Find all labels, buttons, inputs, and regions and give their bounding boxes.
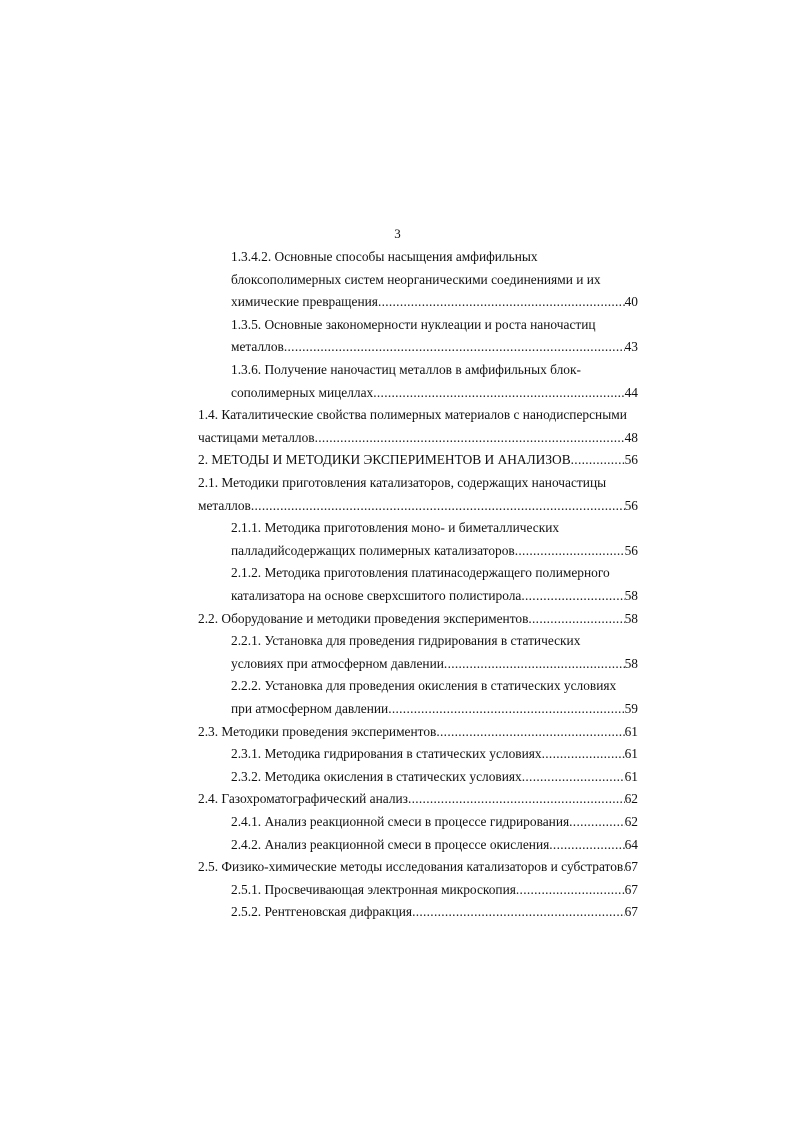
toc-page-number: 58 — [624, 655, 638, 671]
toc-entry-title: 2.4.2. Анализ реакционной смеси в процессе окисления — [231, 836, 550, 852]
toc-entry[interactable] — [231, 653, 638, 675]
toc-page-number: 61 — [624, 746, 638, 762]
toc-page-number: 58 — [624, 588, 638, 603]
toc-leader-dots — [521, 585, 624, 607]
toc-page-number: 67 — [624, 859, 638, 875]
toc-leader-dots — [516, 879, 625, 901]
toc-entry-title: 2.5.2. Рентгеновская дифракция — [231, 904, 413, 920]
toc-entry[interactable] — [231, 901, 638, 923]
toc-leader-dots — [549, 834, 624, 856]
toc-leader-dots — [412, 901, 625, 923]
toc-entry-text-line: 2.1.1. Методика приготовления моно- и биметаллических — [231, 520, 560, 536]
toc-entry[interactable] — [198, 788, 638, 810]
toc-entry-text-line: 1.3.4.2. Основные способы насыщения амфифильных — [231, 249, 538, 264]
toc-page-number: 44 — [624, 384, 638, 400]
toc-entry-title: 2.2. Оборудование и методики проведения экспериментов — [198, 610, 529, 626]
toc-entry[interactable] — [198, 856, 638, 878]
toc-page-number: 62 — [624, 791, 638, 807]
toc-entry[interactable] — [231, 766, 638, 788]
toc-leader-dots — [542, 743, 625, 765]
toc-entry-title: химические превращения — [231, 294, 378, 310]
toc-page-number: 62 — [624, 814, 638, 829]
toc-leader-dots — [373, 382, 624, 404]
toc-page-number: 61 — [624, 768, 638, 784]
toc-leader-dots — [515, 540, 625, 562]
toc-entry[interactable] — [231, 540, 638, 562]
toc-page-number: 67 — [624, 881, 638, 897]
toc-entry-title: палладийсодержащих полимерных катализаторов — [231, 542, 515, 558]
toc-leader-dots — [436, 721, 624, 743]
toc-entry-text-line: блоксополимерных систем неорганическими соединениями и их — [231, 271, 601, 287]
toc-leader-dots — [284, 336, 625, 358]
toc-entry[interactable] — [198, 495, 638, 517]
toc-entry-title: 2.4.1. Анализ реакционной смеси в процессе гидрирования — [231, 814, 570, 829]
toc-entry[interactable] — [231, 382, 638, 404]
toc-page-number: 40 — [624, 294, 638, 310]
toc-entry-text-line: 2.1. Методики приготовления катализаторов, содержащих наночастицы — [198, 475, 607, 490]
toc-leader-dots — [569, 811, 624, 833]
toc-entry-title: 2.3.1. Методика гидрирования в статических условиях — [231, 746, 542, 762]
toc-leader-dots — [571, 449, 625, 471]
toc-entry[interactable] — [231, 743, 638, 765]
toc-entry[interactable] — [231, 879, 638, 901]
toc-entry-title: 2.5. Физико-химические методы исследования катализаторов и субстратов — [198, 859, 624, 875]
toc-leader-dots — [378, 291, 625, 313]
toc-page-number: 48 — [624, 429, 638, 445]
page-number: 3 — [394, 226, 401, 241]
toc-entry[interactable] — [231, 585, 638, 607]
toc-leader-dots — [408, 788, 625, 810]
toc-leader-dots — [315, 427, 625, 449]
toc-entry[interactable] — [198, 427, 638, 449]
toc-entry[interactable] — [231, 834, 638, 856]
toc-entry-text-line: 1.3.6. Получение наночастиц металлов в амфифильных блок- — [231, 362, 581, 377]
toc-entry-title: условиях при атмосферном давлении — [231, 655, 444, 671]
toc-entry-title: 2.3. Методики проведения экспериментов — [198, 723, 437, 739]
toc-entry-title: сополимерных мицеллах — [231, 384, 374, 400]
toc-entry-title: частицами металлов — [198, 429, 315, 445]
toc-page-number: 56 — [624, 497, 638, 513]
toc-entry[interactable] — [231, 698, 638, 720]
toc-entry[interactable] — [231, 336, 638, 358]
toc-entry-title: 2.5.1. Просвечивающая электронная микроскопия — [231, 881, 516, 897]
toc-entry[interactable] — [198, 608, 638, 630]
toc-page-number: 67 — [624, 904, 638, 920]
toc-entry-title: 2. МЕТОДЫ И МЕТОДИКИ ЭКСПЕРИМЕНТОВ И АНАЛИЗОВ — [198, 452, 571, 468]
toc-leader-dots — [251, 495, 625, 517]
toc-entry-title: металлов — [231, 339, 284, 355]
toc-entry[interactable] — [198, 721, 638, 743]
toc-leader-dots — [444, 653, 625, 675]
toc-page-number: 56 — [624, 452, 638, 468]
toc-entry[interactable] — [198, 449, 638, 471]
toc-entry-title: 2.3.2. Методика окисления в статических условиях — [231, 768, 522, 784]
toc-entry-text-line: 2.2.2. Установка для проведения окисления в статических условиях — [231, 678, 617, 694]
toc-entry[interactable] — [231, 811, 638, 833]
toc-page-number: 59 — [624, 701, 638, 716]
toc-page-number: 61 — [624, 723, 638, 739]
toc-page-number: 56 — [624, 542, 638, 558]
toc-page-number: 58 — [624, 610, 638, 626]
toc-leader-dots — [528, 608, 624, 630]
toc-entry-title: при атмосферном давлении — [231, 701, 389, 716]
toc-leader-dots — [522, 766, 625, 788]
toc-entry-title: катализатора на основе сверхсшитого полистирола — [231, 588, 522, 603]
toc-entry-title: металлов — [198, 497, 251, 513]
toc-entry-text-line: 1.3.5. Основные закономерности нуклеации и роста наночастиц — [231, 316, 596, 332]
toc-entry-text-line: 2.2.1. Установка для проведения гидрирования в статических — [231, 633, 581, 649]
toc-page-number: 64 — [624, 836, 638, 852]
toc-entry[interactable] — [231, 291, 638, 313]
toc-entry-title: 2.4. Газохроматографический анализ — [198, 791, 408, 807]
toc-entry-text-line: 1.4. Каталитические свойства полимерных материалов с нанодисперсными — [198, 407, 627, 423]
toc-entry-text-line: 2.1.2. Методика приготовления платинасодержащего полимерного — [231, 565, 610, 581]
toc-leader-dots — [388, 698, 624, 720]
toc-page-number: 43 — [624, 339, 638, 355]
